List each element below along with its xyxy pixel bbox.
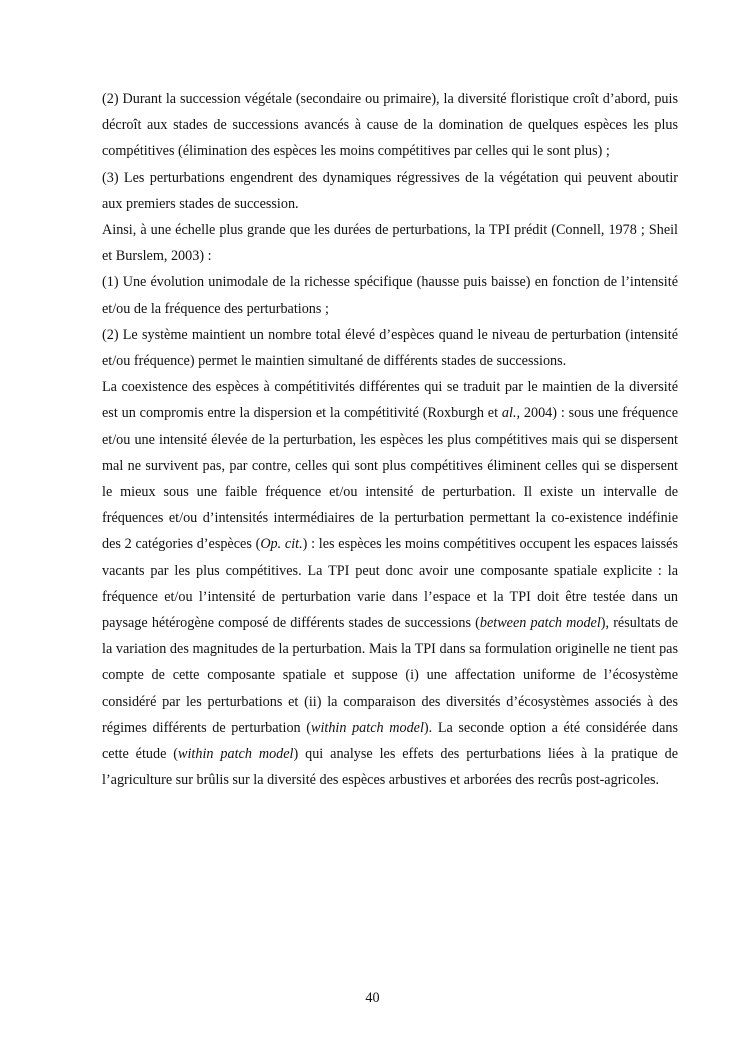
text-run: ) : les espèces les moins compétitives occupent les espaces laissés vacants par les plus compétitives. La TPI peut donc avoir une composante spatiale explicite : la fréquence et/ou l’intensité de perturbation varie dans l’espace et la TPI doit être testée dans un paysage hétérogène composé de différents stades de successions ( [102, 536, 679, 632]
paragraph-succession-diversity: (2) Durant la succession végétale (secondaire ou primaire), la diversité floristique croît d’abord, puis décroît aux stades de successions avancés à cause de la domination de quelques espèces les plus compétitives (élimination des espèces les moins compétitives par celles qui le sont plus) ; [102, 91, 678, 160]
paragraph-regressive-dynamics: (3) Les perturbations engendrent des dynamiques régressives de la végétation qui peuvent aboutir aux premiers stades de succession. [102, 169, 678, 212]
text-run: ) qui analyse les effets des perturbations liées à la pratique de l’agriculture sur brûlis sur la diversité des espèces arbustives et arborées des recrûs post-agricoles. [102, 746, 678, 789]
italic-run: Op. cit. [260, 536, 303, 553]
text-run: La coexistence des espèces à compétitivités différentes qui se traduit par le maintien de la diversité est un compromis entre la dispersion et la compétitivité (Roxburgh et [102, 379, 678, 422]
text-run: ). La seconde option a été considérée dans cette étude ( [102, 719, 679, 763]
italic-run: al., [501, 405, 521, 422]
text-run: ), résultats de la variation des magnitudes de la perturbation. Mais la TPI dans sa formulation originelle ne tient pas compte de cette composante spatiale et suppose (i) une affectation uniforme de l’écosystème considéré par les perturbations et (ii) la comparaison des diversités d’écosystèmes associés à des régimes différents de perturbation ( [102, 615, 678, 736]
paragraph-coexistence [102, 374, 678, 793]
italic-run: within patch model [310, 719, 424, 736]
italic-run: between patch model [479, 615, 601, 632]
body-text [102, 86, 678, 793]
page-number: 40 [365, 990, 380, 1006]
italic-run: within patch model [178, 746, 294, 763]
paragraph-tpi-prediction-intro: Ainsi, à une échelle plus grande que les durées de perturbations, la TPI prédit (Connell, 1978 ; Sheil et Burslem, 2003) : [102, 222, 678, 265]
paragraph-species-maintenance: (2) Le système maintient un nombre total élevé d’espèces quand le niveau de perturbation (intensité et/ou fréquence) permet le maintien simultané de différents stades de successions. [102, 326, 678, 370]
text-run: 2004) : sous une fréquence et/ou une intensité élevée de la perturbation, les espèces les plus compétitives mais qui se dispersent mal ne survivent pas, par contre, celles qui sont plus compétitives éliminent celles qui se dispersent le mieux sous une faible fréquence et/ou intensité de perturbation. Il existe un intervalle de fréquences et/ou d’intensités intermédiaires de la perturbation permettant la co-existence indéfinie des 2 catégories d’espèces ( [102, 405, 678, 553]
paragraph-unimodal-evolution: (1) Une évolution unimodale de la richesse spécifique (hausse puis baisse) en fonction de l’intensité et/ou de la fréquence des perturbations ; [102, 274, 678, 317]
